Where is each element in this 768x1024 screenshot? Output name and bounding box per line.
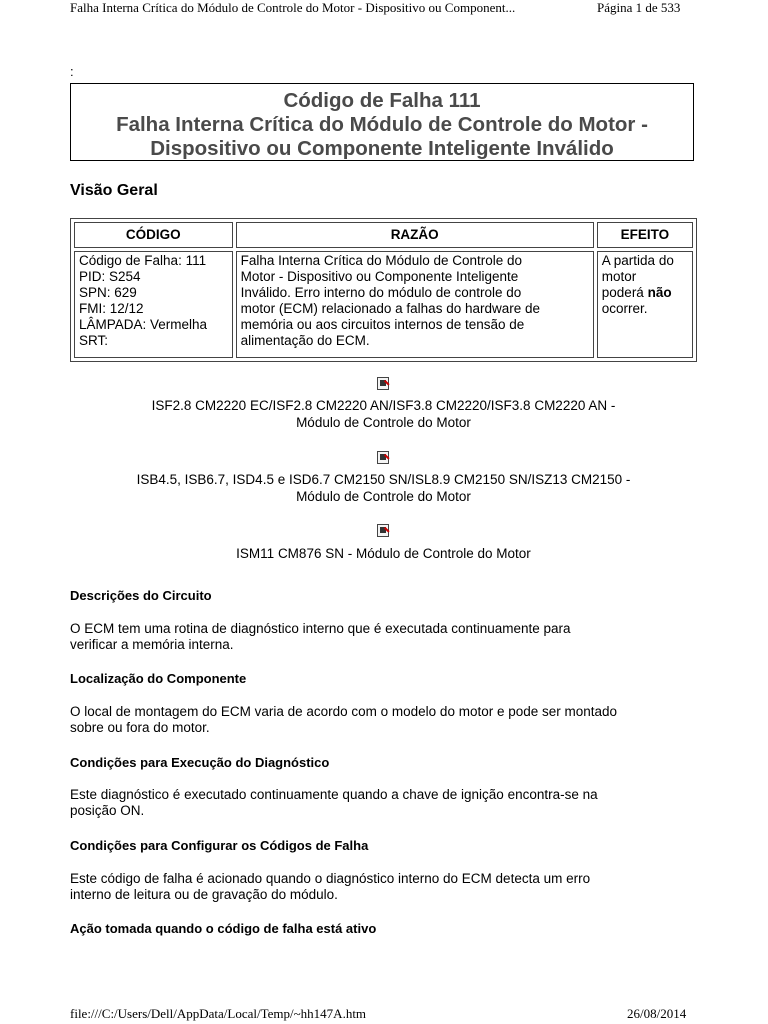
reason-line: motor (ECM) relacionado a falhas do hardware de [240, 301, 541, 316]
effect-line [602, 285, 688, 301]
run-conditions-text [70, 787, 598, 819]
effect-line: motor [601, 269, 637, 284]
caption-line: Módulo de Controle do Motor [296, 489, 471, 504]
caption-line: ISM11 CM876 SN - Módulo de Controle do Motor [236, 546, 531, 561]
paragraph-line: sobre ou fora do motor. [70, 720, 210, 735]
code-line: SPN: 629 [79, 285, 137, 300]
footer-date: 26/08/2014 [627, 1006, 687, 1021]
code-line: SRT: [79, 333, 109, 348]
code-cell [74, 251, 233, 358]
code-line: Código de Falha: 111 [79, 253, 207, 268]
paragraph-line: verificar a memória interna. [70, 637, 234, 652]
broken-image-icon[interactable] [377, 524, 389, 537]
figure-caption [70, 471, 697, 505]
effect-line: ocorrer. [601, 301, 648, 316]
component-location-heading: Localização do Componente [70, 671, 247, 686]
reason-line: Motor - Dispositivo ou Componente Inteligente [240, 269, 519, 284]
reason-line: Falha Interna Crítica do Módulo de Controle do [240, 253, 523, 268]
header-page-number: Página 1 de 533 [597, 0, 681, 15]
title-line-2: Falha Interna Crítica do Módulo de Controle do Motor - [116, 113, 648, 136]
code-line: PID: S254 [79, 269, 141, 284]
caption-line: ISB4.5, ISB6.7, ISD4.5 e ISD6.7 CM2150 SN/ISL8.9 CM2150 SN/ISZ13 CM2150 - [136, 472, 631, 487]
stray-colon: : [70, 64, 74, 79]
reason-cell [236, 251, 594, 358]
fault-code-table [70, 218, 697, 362]
broken-image-icon[interactable] [377, 451, 389, 464]
column-header-effect: EFEITO [597, 222, 693, 248]
effect-text: poderá [601, 285, 648, 300]
caption-line: Módulo de Controle do Motor [296, 415, 471, 430]
reason-line: Inválido. Erro interno do módulo de controle do [240, 285, 522, 300]
paragraph-line: posição ON. [70, 803, 145, 818]
table-row [74, 251, 693, 358]
reason-line: alimentação do ECM. [240, 333, 370, 348]
header-document-title: Falha Interna Crítica do Módulo de Controle do Motor - Dispositivo ou Component... [70, 0, 516, 15]
effect-emphasis: não [647, 285, 672, 300]
fault-code-title-box [70, 83, 694, 161]
active-action-heading: Ação tomada quando o código de falha está ativo [70, 921, 377, 936]
effect-line: A partida do [601, 253, 674, 268]
circuit-description-text [70, 621, 571, 653]
figure-caption [70, 545, 697, 562]
broken-image-icon[interactable] [377, 377, 389, 390]
effect-cell [597, 251, 693, 358]
set-conditions-text [70, 871, 590, 903]
title-line-3: Dispositivo ou Componente Inteligente Inválido [150, 137, 614, 160]
figure-caption [70, 397, 697, 431]
set-conditions-heading: Condições para Configurar os Códigos de Falha [70, 838, 369, 853]
circuit-description-heading: Descrições do Circuito [70, 588, 212, 603]
code-line: FMI: 12/12 [79, 301, 144, 316]
run-conditions-heading: Condições para Execução do Diagnóstico [70, 755, 330, 770]
paragraph-line: interno de leitura ou de gravação do módulo. [70, 887, 338, 902]
paragraph-line: O local de montagem do ECM varia de acordo com o modelo do motor e pode ser montado [70, 704, 618, 719]
caption-line: ISF2.8 CM2220 EC/ISF2.8 CM2220 AN/ISF3.8 CM2220/ISF3.8 CM2220 AN - [151, 398, 616, 413]
paragraph-line: Este código de falha é acionado quando o diagnóstico interno do ECM detecta um erro [70, 871, 591, 886]
reason-line: memória ou aos circuitos internos de tensão de [240, 317, 525, 332]
column-header-reason: RAZÃO [236, 222, 594, 248]
overview-heading: Visão Geral [70, 182, 158, 199]
component-location-text [70, 704, 617, 736]
paragraph-line: O ECM tem uma rotina de diagnóstico interno que é executada continuamente para [70, 621, 571, 636]
paragraph-line: Este diagnóstico é executado continuamente quando a chave de ignição encontra-se na [70, 787, 598, 802]
code-line: LÂMPADA: Vermelha [79, 317, 208, 332]
footer-file-path: file:///C:/Users/Dell/AppData/Local/Temp/~hh147A.htm [70, 1006, 367, 1021]
print-footer [0, 1006, 768, 1024]
column-header-code: CÓDIGO [74, 222, 233, 248]
table-header-row [74, 222, 693, 248]
title-line-1: Código de Falha 111 [283, 89, 481, 112]
print-header [0, 0, 768, 18]
